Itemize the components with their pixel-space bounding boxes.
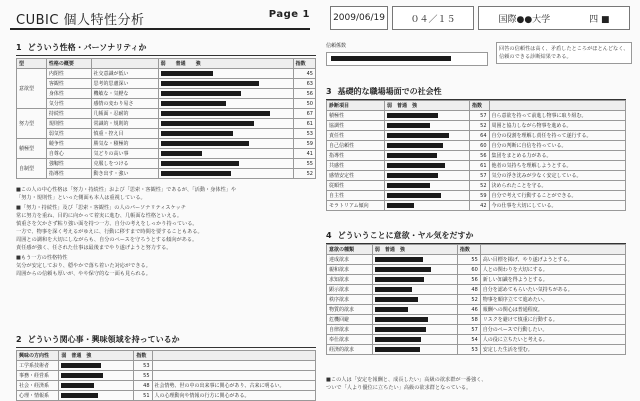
- score-bar-cell: [385, 171, 470, 181]
- note-line: 気分が安定しており、穏やかで落ち着いた対応ができる。: [16, 263, 151, 269]
- table-row: [327, 181, 626, 191]
- table-row: [327, 295, 626, 305]
- interest-field: 事務・経営系: [17, 371, 59, 381]
- social-trait: 感情安定性: [327, 171, 385, 181]
- motivation-score: 57: [457, 325, 480, 335]
- table-row: [327, 335, 626, 345]
- candidate-name: 四 ■: [589, 14, 610, 25]
- column-header: 性格の概要: [46, 59, 91, 69]
- trait-desc: 動き出す・強い: [91, 169, 158, 179]
- table-row: [17, 119, 316, 129]
- note-line: ■もう一方の性格特性: [16, 255, 68, 261]
- footnote-line: ■この人は「安定を報酬と、成長したい」高級の欲求群が一番強く、: [326, 377, 487, 383]
- table-row: [17, 69, 316, 79]
- column-header: 指数: [293, 59, 315, 69]
- score-bar: [375, 257, 423, 262]
- table-row: [327, 201, 626, 211]
- score-bar: [375, 307, 409, 312]
- motivation-note: 人との関わりを大切にする。: [480, 265, 625, 275]
- motivation-trait: 経済的欲求: [327, 345, 373, 355]
- note-line: 常に努力を重ね、目的に向かって着実に進む、几帳面な性格といえる。: [16, 213, 183, 219]
- table-row: [17, 361, 316, 371]
- interest-field: 心理・情報系: [17, 391, 59, 401]
- score-bar: [387, 173, 438, 178]
- interest-note: 人の心理動向や情報の行方に関心がある。: [152, 391, 315, 401]
- column-header: [489, 101, 625, 111]
- social-note: 集団をまとめる力がある。: [489, 151, 625, 161]
- score-bar-cell: [385, 191, 470, 201]
- motivation-trait: 親和欲求: [327, 265, 373, 275]
- score-bar-cell: [158, 129, 293, 139]
- social-trait: 共感性: [327, 161, 385, 171]
- trait-score: 53: [293, 129, 315, 139]
- table-row: [327, 151, 626, 161]
- note-line: 周囲からの信頼も厚いが、やや保守的な一面も見られる。: [16, 271, 151, 277]
- score-bar-cell: [372, 335, 457, 345]
- motivation-note: 自分を認めてもらいたい気持ちがある。: [480, 285, 625, 295]
- group-label: 積極型: [17, 139, 47, 159]
- note-line: ■この人の中心性格は「努力・持続性」および「思索・客観性」であるが、「活動・身体性」や: [16, 187, 237, 193]
- motivation-note: 高い目標を掲げ、やり遂げようとする。: [480, 255, 625, 265]
- score-bar: [61, 383, 93, 388]
- trait-desc: 克服しをつける: [91, 159, 158, 169]
- table-row: [327, 111, 626, 121]
- trait-name: 規則性: [46, 119, 91, 129]
- table-header: [17, 351, 316, 361]
- score-bar: [387, 153, 437, 158]
- column-header: 指数: [134, 351, 152, 361]
- trait-score: 56: [293, 89, 315, 99]
- interest-field: 工学系技術者: [17, 361, 59, 371]
- school-box: [478, 6, 630, 30]
- personality-notes: [16, 184, 316, 278]
- motivation-trait: 顕示欲求: [327, 285, 373, 295]
- table-row: [327, 121, 626, 131]
- score-bar: [375, 277, 425, 282]
- note-line: 慎重さを欠かさず粘り強い面を持つ一方、自分の考えをしっかり持っている。: [16, 221, 198, 227]
- score-bar-cell: [385, 151, 470, 161]
- score-bar: [387, 193, 441, 198]
- table-row: [17, 89, 316, 99]
- social-trait: 従順性: [327, 181, 385, 191]
- motivation-score: 60: [457, 265, 480, 275]
- trait-score: 41: [293, 149, 315, 159]
- score-bar-cell: [158, 149, 293, 159]
- score-bar-cell: [158, 79, 293, 89]
- table-row: [17, 139, 316, 149]
- motivation-score: 54: [457, 335, 480, 345]
- interest-field: 社会・経済系: [17, 381, 59, 391]
- trait-name: 強靱性: [46, 159, 91, 169]
- table-row: [327, 265, 626, 275]
- score-bar: [161, 171, 231, 176]
- score-bar-cell: [158, 99, 293, 109]
- table-row: [17, 391, 316, 401]
- column-header: 弱 普通 強: [372, 245, 457, 255]
- trait-score: 52: [293, 169, 315, 179]
- table-row: [17, 169, 316, 179]
- reliability-bar-frame: [326, 52, 488, 66]
- note-line: 「努力・規則性」といった側面も本人は重視している。: [16, 195, 146, 201]
- score-bar-cell: [385, 201, 470, 211]
- score-bar: [161, 151, 203, 156]
- interest-score: 53: [134, 361, 152, 371]
- social-note: 決められたことを守る。: [489, 181, 625, 191]
- trait-name: 持続性: [46, 109, 91, 119]
- score-bar-cell: [158, 109, 293, 119]
- trait-desc: 社交意識が低い: [91, 69, 158, 79]
- score-bar-cell: [158, 159, 293, 169]
- score-bar-cell: [372, 305, 457, 315]
- score-bar-cell: [158, 119, 293, 129]
- score-bar: [161, 91, 242, 96]
- score-bar-cell: [372, 265, 457, 275]
- motivation-note: 新しい知識を得ようとする。: [480, 275, 625, 285]
- table-header: [17, 59, 316, 69]
- reliability-comment: 回答の信頼性は高く、矛盾したところがほとんどなく、信頼のできる診断結果である。: [496, 42, 632, 64]
- table-row: [327, 315, 626, 325]
- motivation-table: [326, 244, 626, 355]
- score-bar: [161, 121, 255, 126]
- table-row: [327, 255, 626, 265]
- table-row: [17, 371, 316, 381]
- table-row: [17, 149, 316, 159]
- section-3-heading: 3 基礎的な職場場面での社会性: [326, 86, 626, 97]
- table-row: [327, 191, 626, 201]
- social-score: 56: [470, 151, 490, 161]
- personality-table: [16, 58, 316, 179]
- social-note: 自ら意欲を持って前進し物事に取り組む。: [489, 111, 625, 121]
- motivation-score: 56: [457, 275, 480, 285]
- score-bar-cell: [372, 255, 457, 265]
- trait-name: 競争性: [46, 139, 91, 149]
- social-score: 52: [470, 121, 490, 131]
- interest-note: [152, 371, 315, 381]
- motivation-score: 48: [457, 285, 480, 295]
- table-row: [17, 109, 316, 119]
- page-number: Page 1: [268, 9, 310, 20]
- score-bar-cell: [158, 69, 293, 79]
- score-bar: [387, 113, 438, 118]
- table-row: [17, 129, 316, 139]
- score-bar-cell: [385, 161, 470, 171]
- score-bar: [387, 183, 430, 188]
- motivation-note: 自分のペースで行動したい。: [480, 325, 625, 335]
- social-score: 42: [470, 201, 490, 211]
- trait-score: 45: [293, 69, 315, 79]
- trait-name: 身体性: [46, 89, 91, 99]
- social-note: 気分の浮き沈みが少なく安定している。: [489, 171, 625, 181]
- score-bar-cell: [372, 325, 457, 335]
- table-row: [327, 141, 626, 151]
- social-note: 自分の役割を理解し責任を持って遂行する。: [489, 131, 625, 141]
- table-row: [327, 285, 626, 295]
- score-bar: [61, 393, 97, 398]
- social-score: 61: [470, 161, 490, 171]
- table-row: [327, 131, 626, 141]
- table-row: [327, 305, 626, 315]
- table-row: [17, 381, 316, 391]
- social-note: 周囲と協力しながら物事を進める。: [489, 121, 625, 131]
- score-bar: [61, 373, 103, 378]
- motivation-note: リスクを避けて慎重に行動する。: [480, 315, 625, 325]
- section-2-heading: 2 どういう関心事・興味領域を持っているか: [16, 334, 316, 345]
- score-bar: [375, 327, 426, 332]
- trait-name: 気分性: [46, 99, 91, 109]
- column-header: [91, 59, 158, 69]
- social-note: 今の仕事を大切にしている。: [489, 201, 625, 211]
- score-bar-cell: [59, 391, 134, 401]
- interest-table: [16, 350, 316, 401]
- social-score: 57: [470, 111, 490, 121]
- motivation-score: 52: [457, 295, 480, 305]
- table-row: [17, 159, 316, 169]
- reliability-bar: [331, 56, 451, 61]
- social-table: [326, 100, 626, 211]
- interest-score: 51: [134, 391, 152, 401]
- trait-desc: 思考的思慮深い: [91, 79, 158, 89]
- motivation-trait: 達成欲求: [327, 255, 373, 265]
- motivation-trait: 求知欲求: [327, 275, 373, 285]
- school-name: 国際●●大学: [498, 14, 551, 25]
- social-trait: モラトリアム傾向: [327, 201, 385, 211]
- table-row: [327, 275, 626, 285]
- social-score: 57: [470, 171, 490, 181]
- motivation-note: 報酬への関心は普通程度。: [480, 305, 625, 315]
- trait-name: 指導性: [46, 169, 91, 179]
- score-bar: [375, 347, 420, 352]
- table-row: [17, 99, 316, 109]
- trait-desc: 慎重・控え目: [91, 129, 158, 139]
- score-bar-cell: [158, 139, 293, 149]
- social-trait: 責任性: [327, 131, 385, 141]
- score-bar: [387, 133, 449, 138]
- column-header: 意欲の種類: [327, 245, 373, 255]
- motivation-note: 人の役に立ちたいと考える。: [480, 335, 625, 345]
- score-bar: [387, 203, 414, 208]
- table-row: [327, 345, 626, 355]
- score-bar-cell: [372, 315, 457, 325]
- trait-desc: 機敏な・気軽な: [91, 89, 158, 99]
- trait-desc: 几帳面・忍耐的: [91, 109, 158, 119]
- score-bar: [161, 81, 260, 86]
- score-bar: [375, 317, 428, 322]
- score-bar-cell: [59, 381, 134, 391]
- score-bar-cell: [385, 111, 470, 121]
- trait-score: 63: [293, 79, 315, 89]
- social-score: 52: [470, 181, 490, 191]
- date-box: 2009/06/19: [330, 6, 388, 30]
- trait-name: 内閉性: [46, 69, 91, 79]
- motivation-note: 安定した生活を望む。: [480, 345, 625, 355]
- motivation-trait: 秩序欲求: [327, 295, 373, 305]
- social-trait: 指導性: [327, 151, 385, 161]
- score-bar: [161, 111, 270, 116]
- social-trait: 協調性: [327, 121, 385, 131]
- score-bar-cell: [372, 275, 457, 285]
- social-trait: 積極性: [327, 111, 385, 121]
- trait-score: 67: [293, 109, 315, 119]
- score-bar: [375, 287, 412, 292]
- trait-desc: 感情の変わり易さ: [91, 99, 158, 109]
- score-bar: [387, 143, 443, 148]
- score-bar: [161, 141, 249, 146]
- score-bar: [161, 161, 239, 166]
- note-line: 周囲との調和を大切にしながらも、自分のペースを守ろうとする傾向がある。: [16, 237, 198, 243]
- section-4-heading: 4 どういうことに意欲・ヤル気をだすか: [326, 230, 626, 241]
- note-line: ■「努力・持続性」及び「思索・客観性」の人のパーソナリティスケッチ: [16, 205, 186, 211]
- group-label: 自制型: [17, 159, 47, 179]
- motivation-trait: 物質的欲求: [327, 305, 373, 315]
- interest-score: 55: [134, 371, 152, 381]
- motivation-trait: 自律欲求: [327, 325, 373, 335]
- score-bar-cell: [385, 181, 470, 191]
- score-bar-cell: [158, 89, 293, 99]
- score-bar-cell: [385, 131, 470, 141]
- group-label: 努力型: [17, 109, 47, 139]
- trait-score: 61: [293, 119, 315, 129]
- column-header: [152, 351, 315, 361]
- trait-desc: 気どりの高い事: [91, 149, 158, 159]
- column-header: 型: [17, 59, 47, 69]
- social-note: 自分の判断に自信を持っている。: [489, 141, 625, 151]
- table-row: [327, 161, 626, 171]
- motivation-note: 物事を順序立てて進めたい。: [480, 295, 625, 305]
- social-score: 64: [470, 131, 490, 141]
- trait-score: 55: [293, 159, 315, 169]
- report-title: CUBIC 個人特性分析: [16, 13, 145, 28]
- score-bar-cell: [385, 141, 470, 151]
- note-line: 責任感が強く、任された仕事は最後までやり遂げようと努力する。: [16, 245, 172, 251]
- group-label: 意欲型: [17, 69, 47, 109]
- motivation-trait: 奉仕欲求: [327, 335, 373, 345]
- social-trait: 自主性: [327, 191, 385, 201]
- motivation-score: 58: [457, 315, 480, 325]
- section-1-heading: 1 どういう性格・パーソナリティか: [16, 42, 316, 53]
- footnote-line: ついで「人より優位に立ちたい」高級の欲求群となっている。: [326, 385, 472, 391]
- trait-desc: 常識的・規則的: [91, 119, 158, 129]
- score-bar: [61, 363, 100, 368]
- score-bar: [375, 267, 431, 272]
- motivation-score: 55: [457, 255, 480, 265]
- table-row: [327, 325, 626, 335]
- reliability-label: 信頼係数: [326, 43, 347, 49]
- social-trait: 自己信頼性: [327, 141, 385, 151]
- social-score: 59: [470, 191, 490, 201]
- column-header: [480, 245, 625, 255]
- score-bar: [161, 131, 234, 136]
- score-bar-cell: [372, 345, 457, 355]
- social-note: 他者の気持ちを理解しようとする。: [489, 161, 625, 171]
- report-title-bar: [10, 6, 310, 30]
- score-bar-cell: [158, 169, 293, 179]
- trait-name: 客観性: [46, 79, 91, 89]
- motivation-trait: 危機回避: [327, 315, 373, 325]
- score-bar: [161, 101, 226, 106]
- score-bar-cell: [59, 361, 134, 371]
- score-bar: [387, 123, 430, 128]
- motivation-score: 53: [457, 345, 480, 355]
- score-bar: [375, 337, 421, 342]
- trait-name: 自尊心: [46, 149, 91, 159]
- trait-desc: 勝気な・積極的: [91, 139, 158, 149]
- column-header: 弱 普通 強: [59, 351, 134, 361]
- score-bar-cell: [59, 371, 134, 381]
- table-row: [327, 171, 626, 181]
- note-line: 一方で、物事を深く考えるがゆえに、行動に移すまで時間を要することもある。: [16, 229, 203, 235]
- trait-score: 50: [293, 99, 315, 109]
- motivation-score: 46: [457, 305, 480, 315]
- score-bar-cell: [372, 285, 457, 295]
- score-bar: [387, 163, 445, 168]
- table-header: [327, 245, 626, 255]
- trait-score: 59: [293, 139, 315, 149]
- social-note: 自分で考えて行動することができる。: [489, 191, 625, 201]
- table-row: [17, 79, 316, 89]
- social-score: 60: [470, 141, 490, 151]
- column-header: 興味の方向性: [17, 351, 59, 361]
- column-header: 指数: [457, 245, 480, 255]
- score-bar-cell: [385, 121, 470, 131]
- id-box: ０４／１５: [392, 6, 474, 30]
- column-header: 弱 普通 強: [158, 59, 293, 69]
- motivation-footnote: [326, 376, 626, 392]
- trait-name: 弱気性: [46, 129, 91, 139]
- column-header: 指数: [470, 101, 490, 111]
- table-header: [327, 101, 626, 111]
- interest-note: 社会情勢、世の中の出来事に関心があり、古来に明るい。: [152, 381, 315, 391]
- score-bar: [161, 71, 213, 76]
- interest-score: 48: [134, 381, 152, 391]
- interest-note: [152, 361, 315, 371]
- score-bar-cell: [372, 295, 457, 305]
- column-header: 弱 普通 強: [385, 101, 470, 111]
- score-bar: [375, 297, 418, 302]
- column-header: 診断項目: [327, 101, 385, 111]
